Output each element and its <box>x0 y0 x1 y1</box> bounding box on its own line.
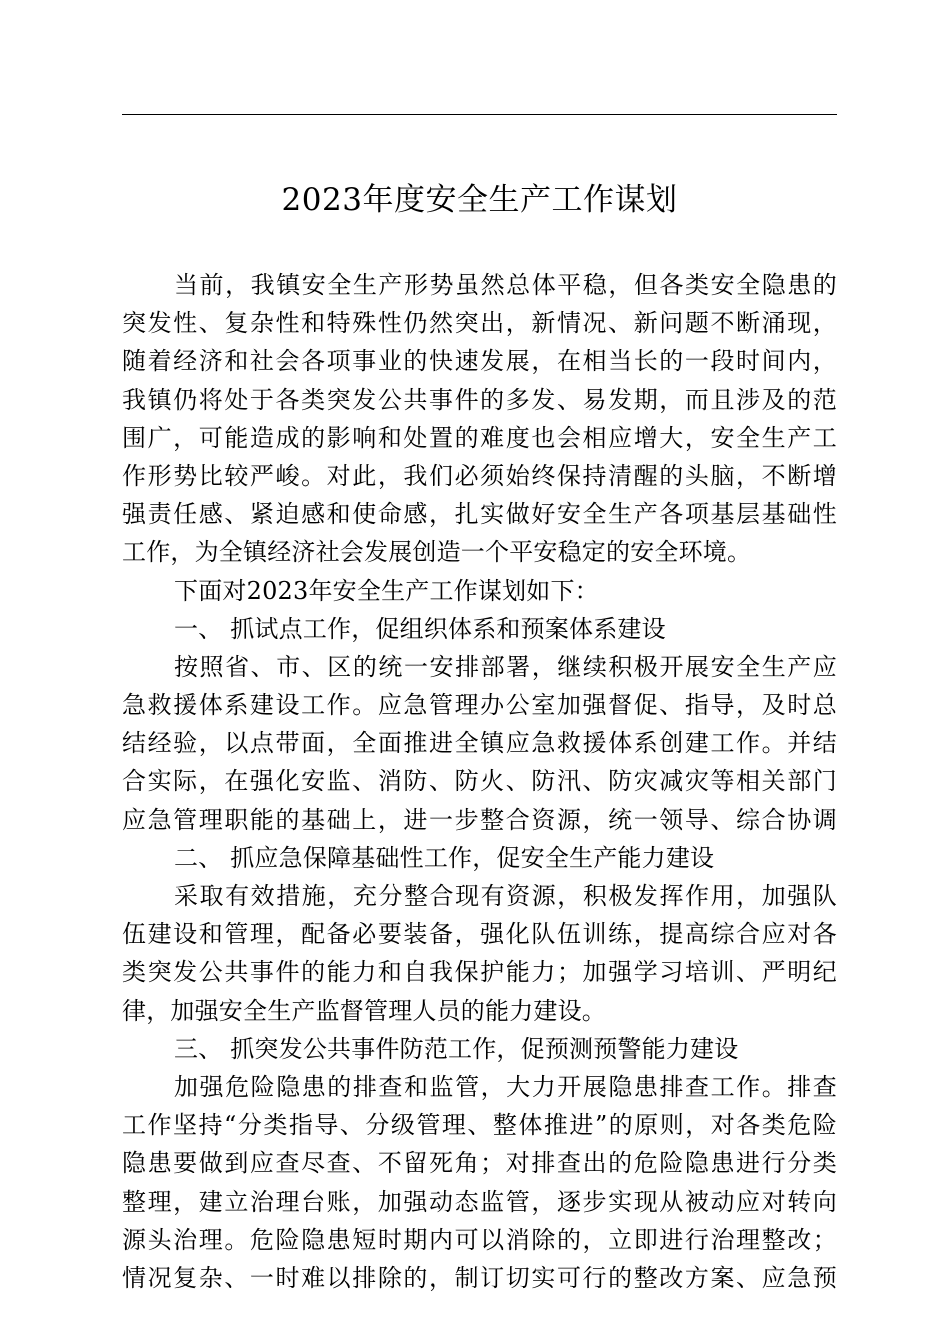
text-line: 律，加强安全生产监督管理人员的能力建设。 <box>122 996 606 1025</box>
text-line: 整理，建立治理台账，加强动态监管，逐步实现从被动应对转向 <box>122 1187 837 1216</box>
text-line: 作形势比较严峻。对此，我们必须始终保持清醒的头脑，不断增 <box>122 461 837 490</box>
text-line: 伍建设和管理，配备必要装备，强化队伍训练，提高综合应对各 <box>122 920 837 949</box>
text-line: 一、 抓试点工作，促组织体系和预案体系建设 <box>174 614 666 643</box>
text-line: 采取有效措施，充分整合现有资源，积极发挥作用，加强队 <box>174 882 837 910</box>
document-body <box>122 266 837 1297</box>
text-line: 随着经济和社会各项事业的快速发展，在相当长的一段时间内， <box>122 347 837 376</box>
header-rule <box>122 114 837 115</box>
text-line: 强责任感、紧迫感和使命感，扎实做好安全生产各项基层基础性 <box>122 500 837 529</box>
text-line: 工作坚持“分类指导、分级管理、整体推进”的原则，对各类危险 <box>122 1111 837 1140</box>
text-line: 我镇仍将处于各类突发公共事件的多发、易发期，而且涉及的范 <box>122 385 837 414</box>
text-line: 类突发公共事件的能力和自我保护能力；加强学习培训、严明纪 <box>122 958 837 987</box>
text-line: 当前，我镇安全生产形势虽然总体平稳，但各类安全隐患的 <box>174 271 837 299</box>
text-line: 二、 抓应急保障基础性工作，促安全生产能力建设 <box>174 843 715 872</box>
text-line: 源头治理。危险隐患短时期内可以消除的，立即进行治理整改； <box>122 1225 837 1254</box>
text-line: 结经验，以点带面，全面推进全镇应急救援体系创建工作。并结 <box>122 729 837 758</box>
text-line: 急救援体系建设工作。应急管理办公室加强督促、指导，及时总 <box>122 691 837 720</box>
document-title: 2023年度安全生产工作谋划 <box>281 182 678 218</box>
text-line: 加强危险隐患的排查和监管，大力开展隐患排查工作。排查 <box>174 1072 837 1101</box>
text-line: 围广，可能造成的影响和处置的难度也会相应增大，安全生产工 <box>122 423 837 452</box>
text-line: 情况复杂、一时难以排除的，制订切实可行的整改方案、应急预 <box>122 1263 837 1292</box>
text-line: 合实际，在强化安监、消防、防火、防汛、防灾减灾等相关部门 <box>122 767 837 796</box>
text-line: 突发性、复杂性和特殊性仍然突出，新情况、新问题不断涌现， <box>122 309 837 338</box>
text-line: 应急管理职能的基础上，进一步整合资源，统一领导、综合协调 <box>122 805 837 834</box>
text-line: 工作，为全镇经济社会发展创造一个平安稳定的安全环境。 <box>122 538 752 567</box>
text-line: 按照省、市、区的统一安排部署，继续积极开展安全生产应 <box>174 652 837 681</box>
text-line: 隐患要做到应查尽查、不留死角；对排查出的危险隐患进行分类 <box>122 1149 837 1178</box>
text-line: 三、 抓突发公共事件防范工作，促预测预警能力建设 <box>174 1034 739 1063</box>
text-line: 下面对2023年安全生产工作谋划如下： <box>174 576 599 605</box>
